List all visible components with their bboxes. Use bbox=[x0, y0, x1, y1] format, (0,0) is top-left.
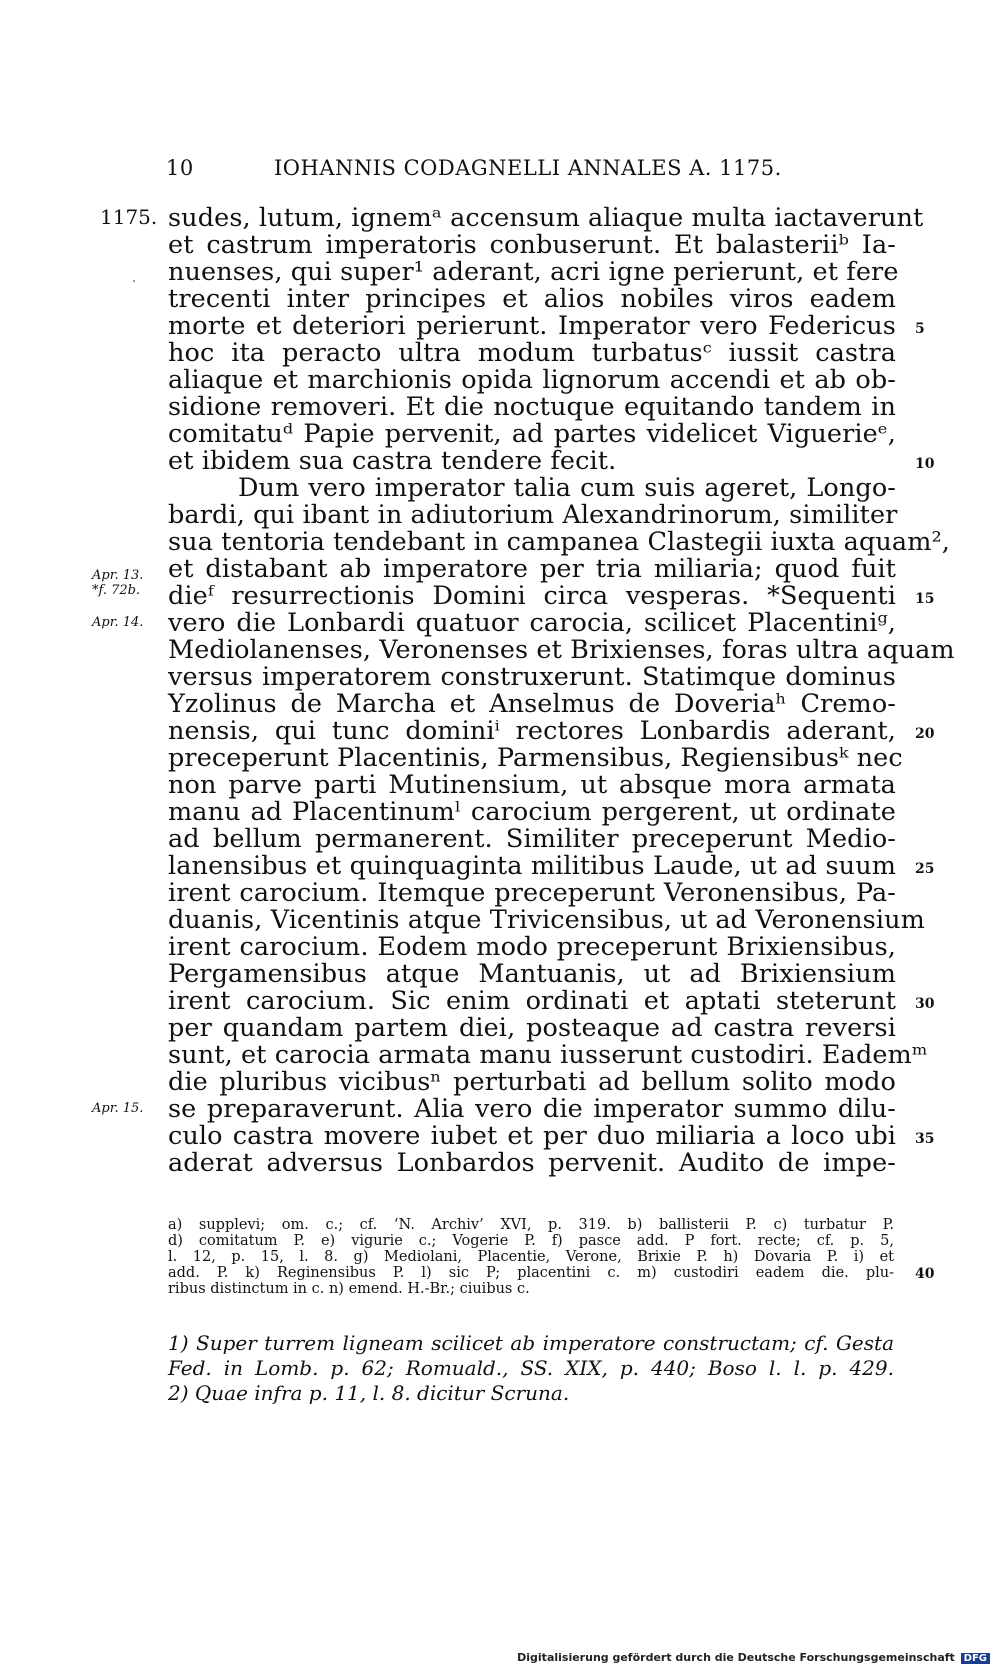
text-line: et distabant ab imperatore per tria miliaria; quod fuit bbox=[168, 554, 896, 584]
footnote-line-number: 40 bbox=[915, 1266, 935, 1282]
text-line: ad bellum permanerent. Similiter preceperunt Medio- bbox=[168, 824, 896, 854]
text-line: sunt, et carocia armata manu iusserunt custodiri. Eademᵐ bbox=[168, 1040, 928, 1070]
text-line: duanis, Vicentinis atque Trivicensibus, ut ad Veronensium bbox=[168, 905, 925, 935]
line-number: 10 bbox=[915, 456, 935, 472]
margin-date-note: Apr. 15. bbox=[92, 1101, 144, 1116]
line-number: 30 bbox=[915, 996, 935, 1012]
text-line: comitatuᵈ Papie pervenit, ad partes videlicet Viguerieᵉ, bbox=[168, 419, 896, 449]
footnote-line: d) comitatum P. e) vigurie c.; Vogerie P. f) pasce add. P fort. recte; cf. p. 5, bbox=[168, 1233, 894, 1249]
note-line: 2) Quae infra p. 11, l. 8. dicitur Scruna. bbox=[168, 1381, 570, 1405]
text-line: morte et deteriori perierunt. Imperator vero Federicus bbox=[168, 311, 896, 341]
footnote-line: a) supplevi; om. c.; cf. ‘N. Archiv’ XVI, p. 319. b) ballisterii P. c) turbatur P. bbox=[168, 1217, 894, 1233]
line-number: 20 bbox=[915, 726, 935, 742]
text-line: et ibidem sua castra tendere fecit. bbox=[168, 446, 617, 476]
text-line: hoc ita peracto ultra modum turbatusᶜ iussit castra bbox=[168, 338, 896, 368]
year-label: 1175. bbox=[100, 205, 158, 229]
digitization-notice-text: Digitalisierung gefördert durch die Deutsche Forschungsgemeinschaft bbox=[517, 1651, 955, 1664]
margin-date-note: Apr. 14. bbox=[92, 615, 144, 630]
text-line: nensis, qui tunc dominiⁱ rectores Lonbardis aderant, bbox=[168, 716, 896, 746]
text-line: bardi, qui ibant in adiutorium Alexandrinorum, similiter bbox=[168, 500, 898, 530]
margin-folio-note: *f. 72b. bbox=[92, 583, 141, 598]
text-line: non parve parti Mutinensium, ut absque mora armata bbox=[168, 770, 896, 800]
text-line: Dum vero imperator talia cum suis ageret, Longo- bbox=[238, 473, 896, 503]
line-number: 15 bbox=[915, 591, 935, 607]
margin-date-note: Apr. 13. bbox=[92, 568, 144, 583]
text-line: sudes, lutum, ignemᵃ accensum aliaque multa iactaverunt bbox=[168, 203, 924, 233]
text-line: preceperunt Placentinis, Parmensibus, Regiensibusᵏ nec bbox=[168, 743, 903, 773]
page-number: 10 bbox=[166, 156, 194, 180]
text-line: sidione removeri. Et die noctuque equitando tandem in bbox=[168, 392, 896, 422]
running-title: IOHANNIS CODAGNELLI ANNALES A. 1175. bbox=[274, 156, 782, 180]
note-line: 1) Super turrem ligneam scilicet ab imperatore constructam; cf. Gesta bbox=[168, 1331, 894, 1355]
text-line: manu ad Placentinumˡ carocium pergerent, ut ordinate bbox=[168, 797, 896, 827]
text-line: irent carocium. Itemque preceperunt Veronensibus, Pa- bbox=[168, 878, 896, 908]
text-line: sua tentoria tendebant in campanea Clastegii iuxta aquam², bbox=[168, 527, 951, 557]
dfg-logo: DFG bbox=[961, 1653, 990, 1664]
line-number: 25 bbox=[915, 861, 935, 877]
text-line: die pluribus vicibusⁿ perturbati ad bellum solito modo bbox=[168, 1067, 896, 1097]
text-line: culo castra movere iubet et per duo miliaria a loco ubi bbox=[168, 1121, 896, 1151]
running-header bbox=[166, 156, 826, 186]
text-line: se preparaverunt. Alia vero die imperator summo dilu- bbox=[168, 1094, 896, 1124]
text-line: lanensibus et quinquaginta militibus Laude, ut ad suum bbox=[168, 851, 896, 881]
footnote-line: ribus distinctum in c. n) emend. H.-Br.; ciuibus c. bbox=[168, 1281, 530, 1297]
text-line: versus imperatorem construxerunt. Statimque dominus bbox=[168, 662, 896, 692]
text-line: dieᶠ resurrectionis Domini circa vesperas. *Sequenti bbox=[168, 581, 896, 611]
digitization-notice bbox=[517, 1651, 990, 1664]
text-line: et castrum imperatoris conbuserunt. Et balasteriiᵇ Ia- bbox=[168, 230, 896, 260]
text-line: aderat adversus Lonbardos pervenit. Audito de impe- bbox=[168, 1148, 896, 1178]
text-line: aliaque et marchionis opida lignorum accendi et ab ob- bbox=[168, 365, 896, 395]
text-line: irent carocium. Eodem modo preceperunt Brixiensibus, bbox=[168, 932, 896, 962]
line-number: 5 bbox=[915, 321, 925, 337]
text-line: trecenti inter principes et alios nobiles viros eadem bbox=[168, 284, 896, 314]
footnote-line: l. 12, p. 15, l. 8. g) Mediolani, Placentie, Verone, Brixie P. h) Dovaria P. i) et bbox=[168, 1249, 894, 1265]
text-line: vero die Lonbardi quatuor carocia, scilicet Placentiniᵍ, bbox=[168, 608, 896, 638]
text-line: Mediolanenses, Veronenses et Brixienses, foras ultra aquam bbox=[168, 635, 955, 665]
text-line: Yzolinus de Marcha et Anselmus de Doveriaʰ Cremo- bbox=[168, 689, 896, 719]
line-number: 35 bbox=[915, 1131, 935, 1147]
note-line: Fed. in Lomb. p. 62; Romuald., SS. XIX, p. 440; Boso l. l. p. 429. bbox=[168, 1356, 894, 1380]
text-line: nuenses, qui super¹ aderant, acri igne perierunt, et fere bbox=[168, 257, 899, 287]
text-line: irent carocium. Sic enim ordinati et aptati steterunt bbox=[168, 986, 896, 1016]
print-speck bbox=[133, 280, 135, 282]
text-line: per quandam partem diei, posteaque ad castra reversi bbox=[168, 1013, 896, 1043]
text-line: Pergamensibus atque Mantuanis, ut ad Brixiensium bbox=[168, 959, 896, 989]
footnote-line: add. P. k) Reginensibus P. l) sic P; placentini c. m) custodiri eadem die. plu- bbox=[168, 1265, 894, 1281]
